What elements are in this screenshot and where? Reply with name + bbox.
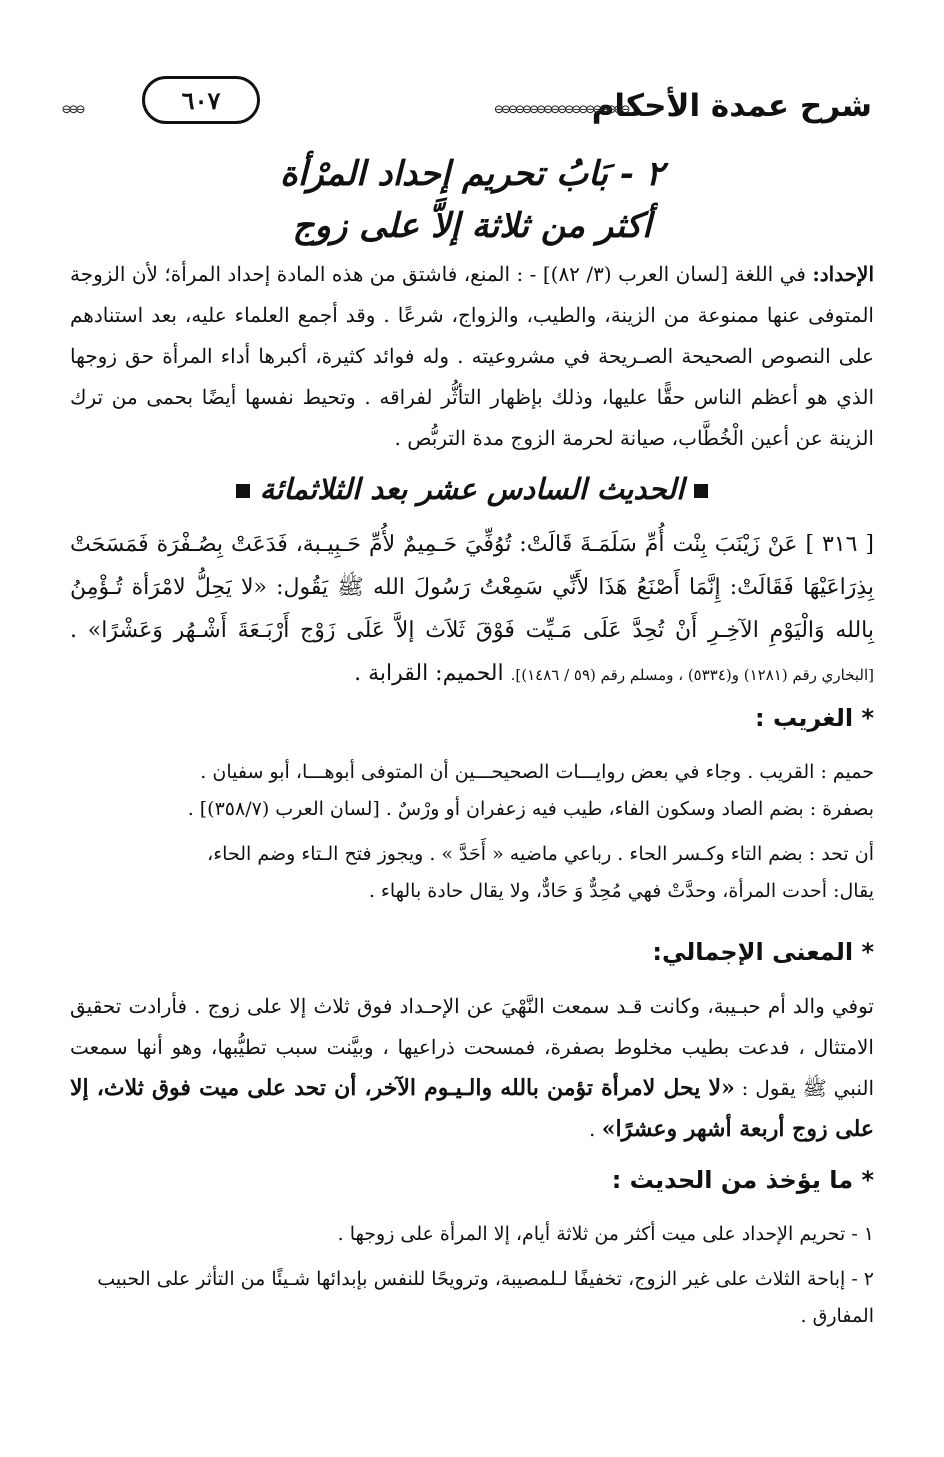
hadith-body: [ ٣١٦ ] عَنْ زَيْنَبَ بِنْت أُمِّ سَلَمَـةَ قَالَتْ: تُوُفِّيَ حَـمِيمٌ لأُمِّ حَـبِيـبة، فَدَعَتْ بِصُـفْرَة فَمَسَحَتْ بِذِرَاعَيْهَا فَقَالَتْ: إِنَّمَا أَصْنَعُ هَذَا لأَنِّي سَمِعْتُ رَسُولَ الله ﷺ يَقُول: «لا يَحِلُّ لامْرَأة تُـؤْمِنُ بِالله وَالْيَوْمِ الآخِـرِ أَنْ تُحِدَّ عَلَى مَـيِّت فَوْقَ ثَلاَث إلاَّ عَلَى زَوْج أَرْبَـعَةَ أَشْـهُر وَعَشْرًا» . bbox=[70, 532, 874, 643]
chapter-title-line1: ٢ - بَابُ تحريم إحداد المرْأة bbox=[279, 154, 665, 194]
meaning-paragraph bbox=[70, 986, 874, 1150]
ruling-item: ١ - تحريم الإحداد على ميت أكثر من ثلاثة أيام، إلا المرأة على زوجها . bbox=[337, 1223, 874, 1245]
rulings-heading: * ما يؤخذ من الحديث : bbox=[611, 1166, 874, 1194]
square-bullet-icon bbox=[236, 484, 250, 498]
gloss-line: حميم : القريب . وجاء في بعض روايـــات الصحيحـــين أن المتوفى أبوهـــا، أبو سفيان . bbox=[200, 761, 874, 783]
meaning-heading: * المعنى الإجمالي: bbox=[652, 938, 874, 966]
hadith-heading-text: الحديث السادس عشر بعد الثلاثمائة bbox=[259, 472, 685, 506]
rulings-list bbox=[70, 1216, 874, 1343]
gharib-heading: * الغريب : bbox=[755, 704, 874, 732]
chapter-title-line2: أكثر من ثلاثة إلاَّ على زوج bbox=[292, 206, 652, 246]
gloss-line: يقال: أحدت المرأة، وحدَّتْ فهي مُحِدٌّ وَ حَادٌّ، ولا يقال حادة بالهاء . bbox=[368, 880, 874, 902]
intro-term: الإحداد: bbox=[812, 262, 875, 286]
header-ornament-chain: ⊖⊖⊖⊖⊖⊖⊖⊖⊖⊖⊖⊖⊖⊖⊖⊖⊖⊖⊖ bbox=[494, 100, 628, 118]
page-number: ٦٠٧ bbox=[142, 76, 260, 124]
intro-body: في اللغة [لسان العرب (٣/ ٨٢)] - : المنع، فاشتق من هذه المادة إحداد المرأة؛ لأن الزوجة المتوفى عنها ممنوعة من الزينة، والطيب، والزواج، شرعًا . وقد أجمع العلماء عليه، بعد استنادهم على النصوص الصحيحة الصـريحة في مشروعيته . وله فوائد كثيرة، أكبرها أداء المرأة حق زوجها الذي هو أعظم الناس حقًّا عليها، وذلك بإظهار التأثُّر لفراقه . وتحيط نفسها أيضًا بحمى من ترك الزينة عن أعين الْخُطَّاب، صيانة لحرمة الزوج مدة التربُّص . bbox=[70, 262, 874, 450]
ruling-item: ٢ - إباحة الثلاث على غير الزوج، تخفيفًا لـلمصيبة، وترويحًا للنفس بإبدائها شـيئًا من التأثر على الحبيب المفارق . bbox=[97, 1268, 874, 1327]
hadith-note: الحميم: القرابة . bbox=[354, 661, 504, 686]
hadith-heading bbox=[0, 472, 944, 506]
hadith-reference: [البخاري رقم (١٢٨١) و(٥٣٣٤) ، ومسلم رقم (٥٩ / ١٤٨٦)]. bbox=[510, 666, 874, 684]
hadith-text bbox=[70, 523, 874, 697]
book-title: شرح عمدة الأحكام bbox=[591, 88, 872, 124]
gloss-line: أن تحد : بضم التاء وكـسر الحاء . رباعي ماضيه « أَحَدَّ » . ويجوز فتح الـتاء وضم الحاء، bbox=[207, 843, 874, 865]
square-bullet-icon bbox=[694, 484, 708, 498]
header-ornament-chain-short: ⊖⊖⊖ bbox=[62, 100, 84, 118]
chapter-title bbox=[0, 148, 944, 252]
running-header bbox=[52, 70, 872, 130]
meaning-quote: «لا يحل لامرأة تؤمن بالله والـيـوم الآخر، أن تحد على ميت فوق ثلاث، إلا على زوج أربعة أشهر وعشرًا» bbox=[70, 1075, 874, 1142]
meaning-body: توفي والد أم حبـيبة، وكانت قـد سمعت النَّهْيَ عن الإحـداد فوق ثلاث إلا على زوج . فأرادت تحقيق الامتثال ، فدعت بطيب مخلوط بصفرة، فمسحت ذراعيها ، وبيَّنت سبب تطيُّبها، وهو أنها سمعت النبي ﷺ يقول : bbox=[70, 994, 875, 1100]
meaning-end: . bbox=[588, 1117, 602, 1141]
gloss-line: بصفرة : بضم الصاد وسكون الفاء، طيب فيه زعفران أو ورْسٌ . [لسان العرب (٣٥٨/٧)] . bbox=[187, 798, 874, 820]
gharib-list bbox=[70, 754, 874, 910]
intro-paragraph bbox=[70, 254, 874, 459]
